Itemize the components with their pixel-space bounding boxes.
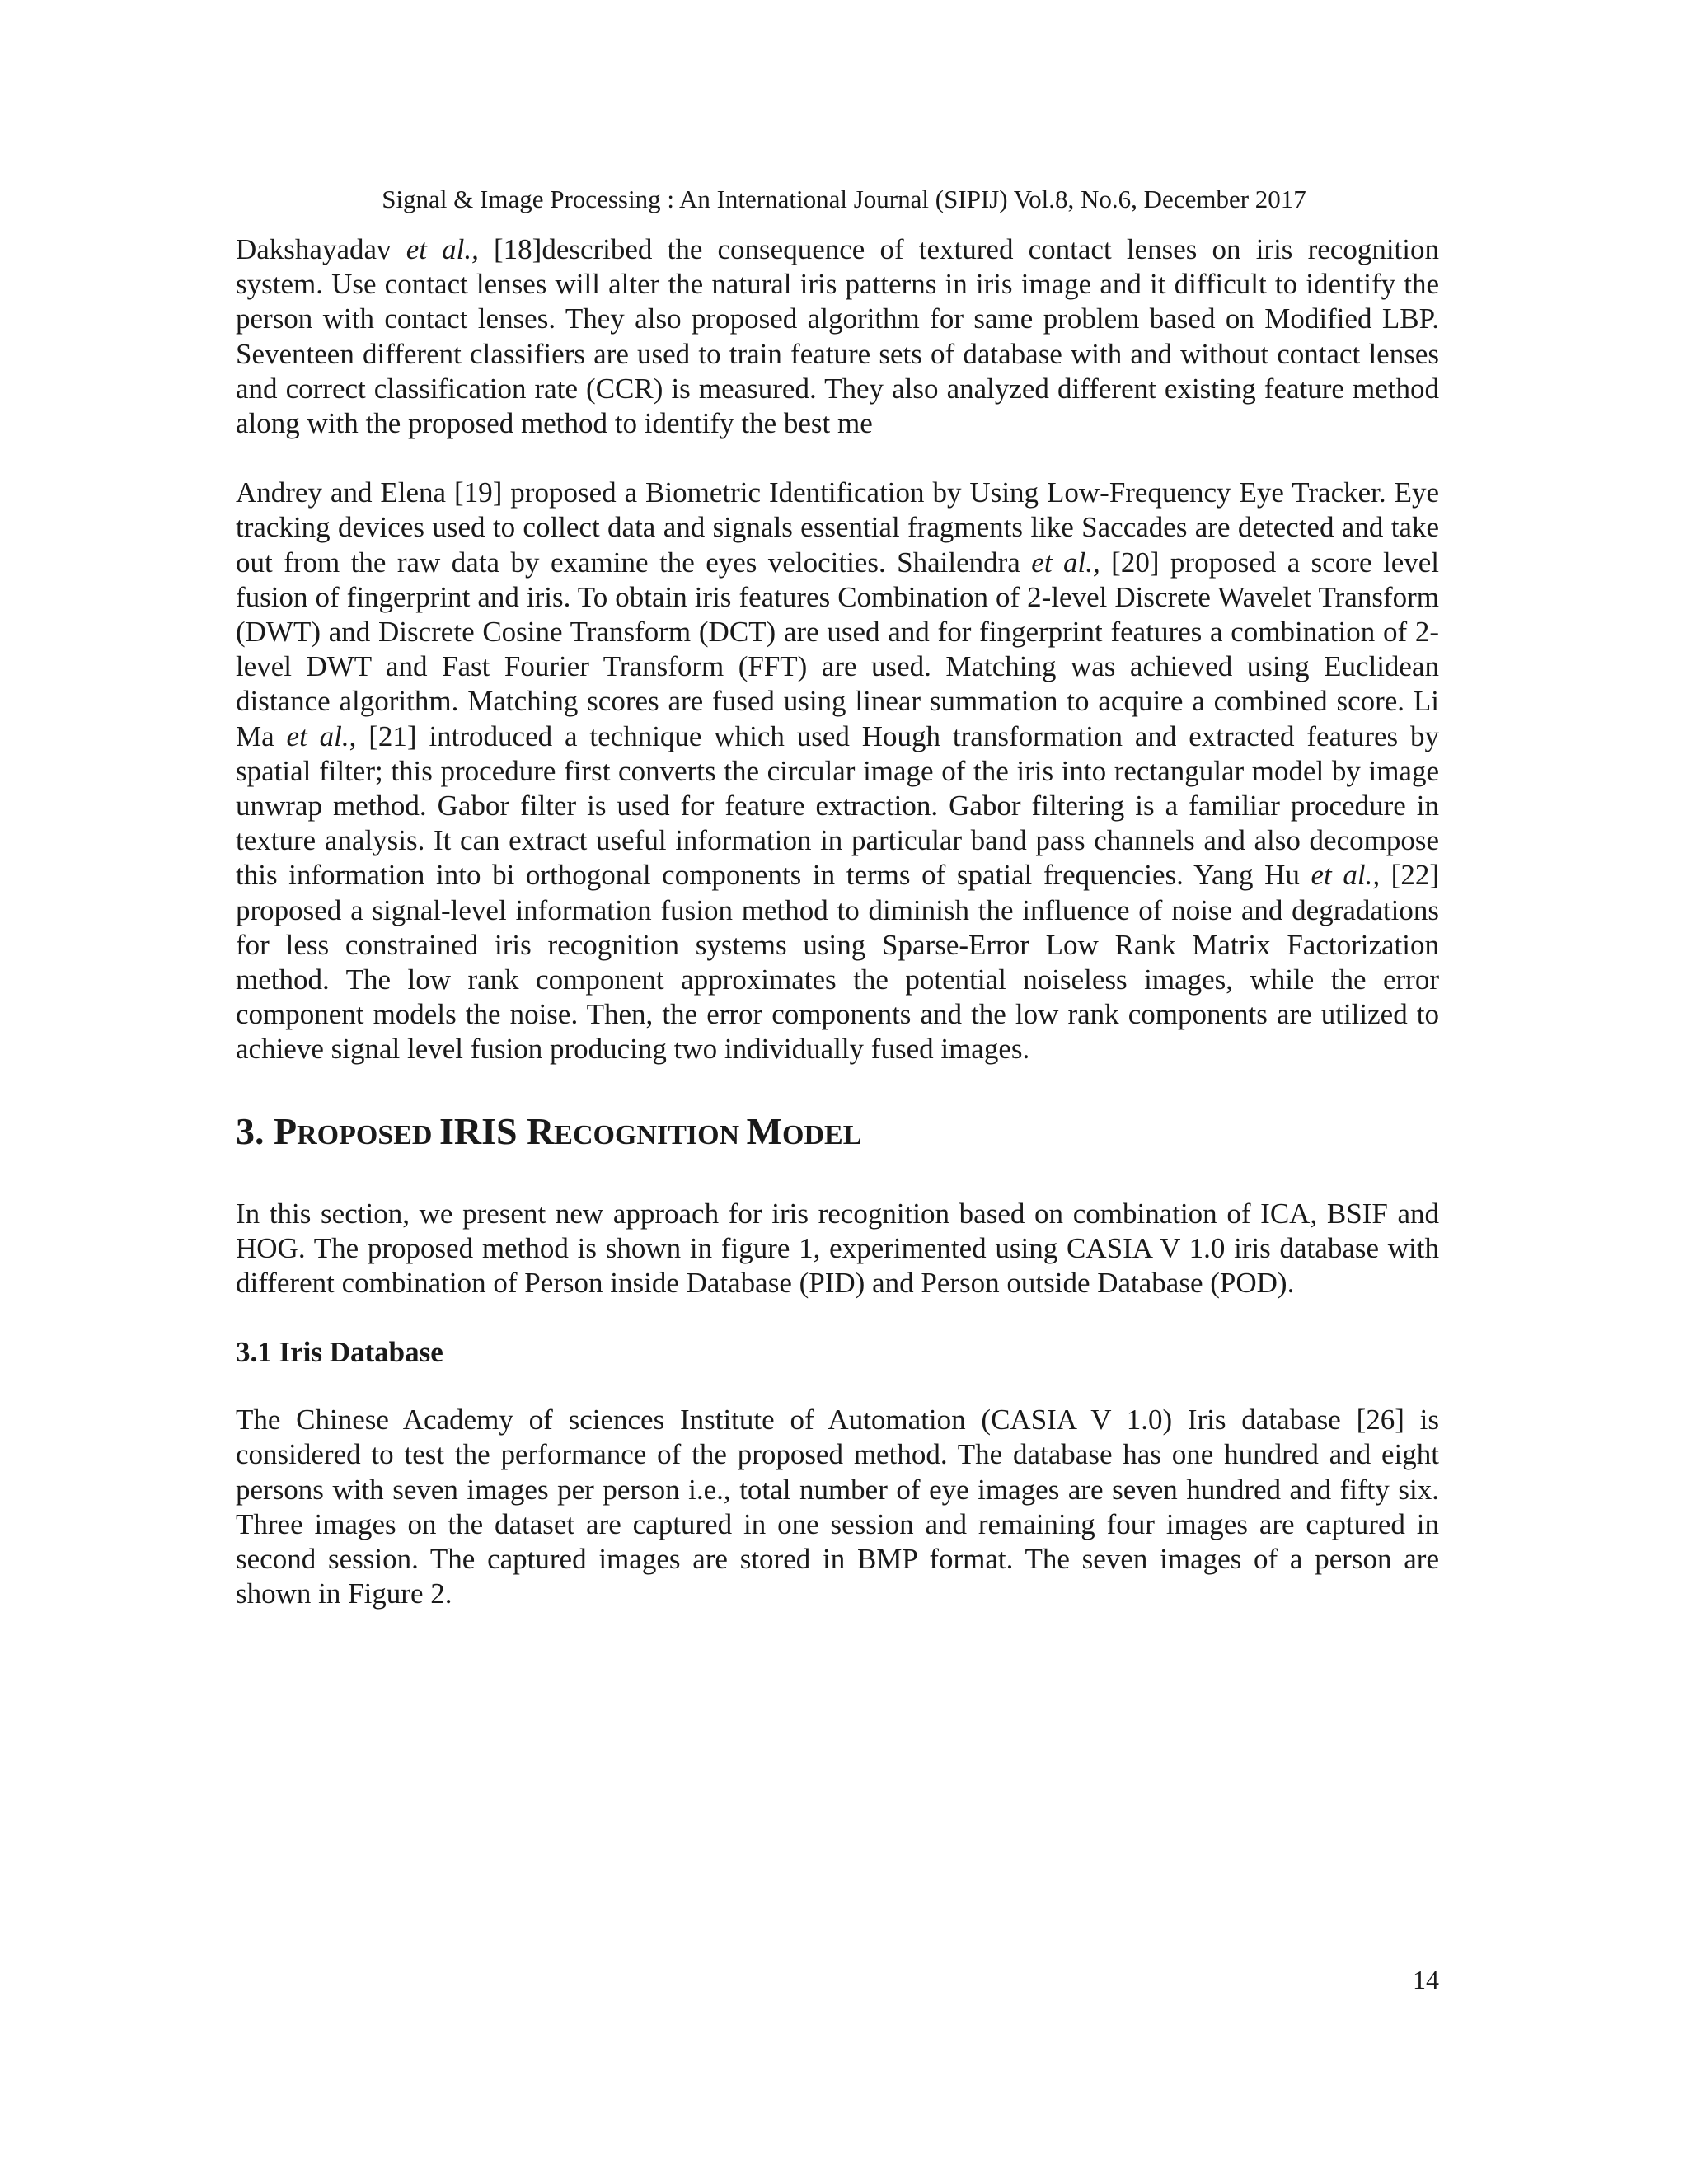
p2-text-e: , [21] introduced a technique which used Hough transformation and extracted features by spatial filter; this procedure first converts the circular image of the iris into rectangular model by image unwrap method. Gabor filter is used for feature extraction. Gabor filtering is a familiar procedure in texture analysis. It can extract useful information in particular band pass channels and also decompose this information into bi orthogonal components in terms of spatial frequencies. Yang Hu bbox=[236, 719, 1440, 892]
p2-citation-etal-3: et al., bbox=[1311, 859, 1381, 892]
heading-part-iris: IRIS R bbox=[438, 1109, 555, 1152]
body-text bbox=[236, 232, 1439, 1612]
p1-citation-etal: et al., bbox=[406, 233, 479, 265]
p2-text-a: Andrey and Elena [19] proposed a Biometric Identification by Using Low-Frequency Eye Tracker. Eye tracking devices used to collect data and signals essential fragments like Saccades are detected and take out from the raw data by examine the eyes velocities. Shailendra bbox=[236, 476, 1439, 579]
section-3-1-text: The Chinese Academy of sciences Institute of Automation (CASIA V 1.0) Iris database [26] is considered to test the performance of the proposed method. The database has one hundred and eight persons with seven images per person i.e., total number of eye images are seven hundred and fifty six. Three images on the dataset are captured in one session and remaining four images are captured in second session. The captured images are stored in BMP format. The seven images of a person are shown in Figure 2. bbox=[236, 1404, 1439, 1610]
section-3-intro: In this section, we present new approach for iris recognition based on combination of ICA, BSIF and HOG. The proposed method is shown in figure 1, experimented using CASIA V 1.0 iris database with different combination of Person inside Database (PID) and Person outside Database (POD). bbox=[236, 1197, 1439, 1300]
p1-text-c: [18]described the consequence of textured contact lenses on iris recognition system. Use contact lenses will alter the natural iris patterns in iris image and it difficult to identify the person with contact lenses. They also proposed algorithm for same problem based on Modified LBP. Seventeen different classifiers are used to train feature sets of database with and without contact lenses and correct classification rate (CCR) is measured. They also analyzed different existing feature method along with the proposed method to identify the best me bbox=[236, 233, 1439, 440]
p2-citation-etal-1: et al., bbox=[1031, 546, 1100, 579]
section-3-1-heading: 3.1 Iris Database bbox=[236, 1336, 443, 1369]
page-number: 14 bbox=[1413, 1965, 1439, 1994]
heading-part-num: 3. P bbox=[236, 1109, 298, 1152]
paragraph-dakshayadav bbox=[236, 232, 1439, 441]
heading-part-model: ODEL bbox=[782, 1119, 862, 1151]
heading-part-m: M bbox=[746, 1109, 783, 1152]
paragraph-gap bbox=[236, 1301, 1439, 1335]
p2-text-c: [20] proposed a score level fusion of fingerprint and iris. To obtain iris features Combination of 2-level Discrete Wavelet Transform (DWT) and Discrete Cosine Transform (DCT) are used and for fingerprint features a combination of 2-level DWT and Fast Fourier Transform (FFT) are used. Matching was achieved using Euclidean distance algorithm. Matching scores are fused using linear summation to acquire a combined score. Li Ma bbox=[236, 546, 1439, 752]
p2-citation-etal-2: et al. bbox=[286, 719, 349, 752]
heading-part-recognition: ECOGNITION bbox=[554, 1119, 747, 1151]
section-3-heading bbox=[236, 1108, 1439, 1159]
heading-part-proposed: ROPOSED bbox=[297, 1119, 439, 1151]
running-header: Signal & Image Processing : An International Journal (SIPIJ) Vol.8, No.6, December 2017 bbox=[382, 185, 1306, 213]
paragraph-andrey-elena bbox=[236, 476, 1439, 1066]
p1-text-a: Dakshayadav bbox=[236, 233, 406, 265]
paragraph-gap bbox=[236, 441, 1439, 476]
p2-text-g: [22] proposed a signal-level information fusion method to diminish the influence of noise and degradations for less constrained iris recognition systems using Sparse-Error Low Rank Matrix Factorization method. The low rank component approximates the potential noiseless images, while the error component models the noise. Then, the error components and the low rank components are utilized to achieve signal level fusion producing two individually fused images. bbox=[236, 859, 1439, 1066]
